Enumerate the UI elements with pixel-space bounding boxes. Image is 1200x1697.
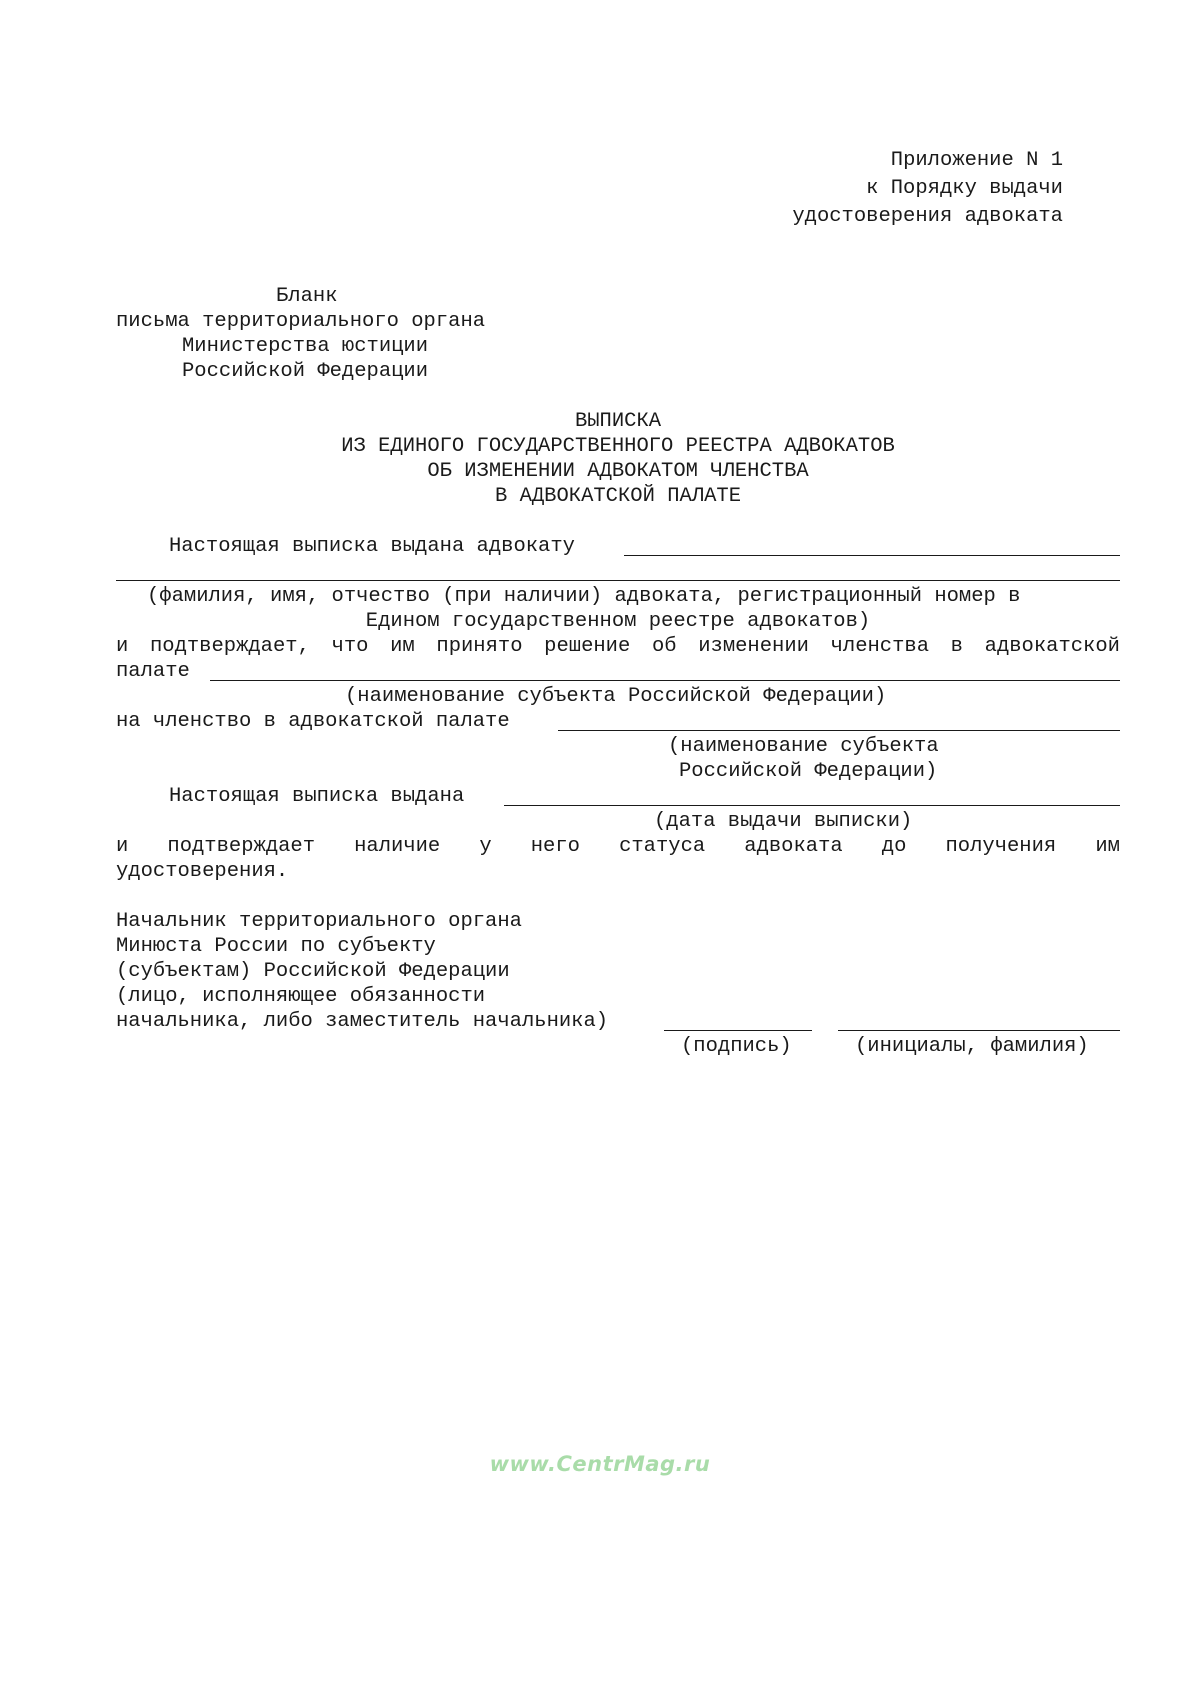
confirms-word: что: [331, 635, 369, 658]
status-word: до: [881, 835, 907, 858]
letterhead-line-3: Министерства юстиции: [182, 335, 429, 358]
title-line-3: ОБ ИЗМЕНЕНИИ АДВОКАТОМ ЧЛЕНСТВА: [427, 460, 809, 483]
signature-line-2: Минюста России по субъекту: [116, 935, 436, 958]
title-line-4: В АДВОКАТСКОЙ ПАЛАТЕ: [494, 485, 742, 508]
lawyer-hint-1: (фамилия, имя, отчество (при наличии) адвоката, регистрационный номер в: [147, 585, 1021, 608]
membership-label: на членство в адвокатской палате: [116, 710, 510, 733]
appendix-line-1: Приложение N 1: [890, 149, 1063, 172]
confirms-word: адвокатской: [984, 635, 1120, 658]
issue-date-line[interactable]: [504, 805, 1120, 806]
confirms-decision-text: [116, 634, 1120, 659]
subject-hint-2-line-1: (наименование субъекта: [668, 735, 939, 758]
status-end: удостоверения.: [116, 860, 289, 883]
signature-line-3: (субъектам) Российской Федерации: [116, 960, 510, 983]
subject-hint-2-line-2: Российской Федерации): [679, 760, 938, 783]
confirms-word: решение: [544, 635, 631, 658]
letterhead-line-4: Российской Федерации: [182, 360, 429, 383]
signature-line[interactable]: [664, 1030, 812, 1031]
issued-label: Настоящая выписка выдана: [169, 785, 465, 808]
status-word: подтверждает: [167, 835, 316, 858]
subject-hint: (наименование субъекта Российской Федерации): [345, 685, 887, 708]
lawyer-name-line[interactable]: [624, 555, 1120, 556]
letterhead-line-1: Бланк: [276, 285, 338, 308]
status-word: им: [1095, 835, 1120, 858]
chamber-label: палате: [116, 660, 190, 683]
chamber-subject-line[interactable]: [210, 680, 1120, 681]
status-word: адвоката: [744, 835, 843, 858]
status-word: наличие: [354, 835, 441, 858]
confirms-word: подтверждает,: [149, 635, 310, 658]
lawyer-details-line[interactable]: [116, 580, 1120, 581]
title-line-1: ВЫПИСКА: [574, 410, 662, 433]
status-word: получения: [945, 835, 1057, 858]
lawyer-hint-2: Едином государственном реестре адвокатов): [365, 610, 871, 633]
title-line-2: ИЗ ЕДИНОГО ГОСУДАРСТВЕННОГО РЕЕСТРА АДВОКАТОВ: [341, 435, 895, 458]
confirms-word: им: [390, 635, 415, 658]
date-hint: (дата выдачи выписки): [654, 810, 913, 833]
issued-to-label: Настоящая выписка выдана адвокату: [169, 535, 575, 558]
name-hint: (инициалы, фамилия): [855, 1035, 1089, 1058]
letterhead-line-2: письма территориального органа: [116, 310, 486, 333]
confirms-word: и: [116, 635, 129, 658]
status-confirm-text: [116, 834, 1120, 859]
membership-subject-line[interactable]: [558, 730, 1120, 731]
status-word: у: [479, 835, 492, 858]
confirms-word: в: [950, 635, 963, 658]
name-line[interactable]: [838, 1030, 1120, 1031]
confirms-word: членства: [830, 635, 930, 658]
signature-line-4: (лицо, исполняющее обязанности: [116, 985, 486, 1008]
appendix-line-2: к Порядку выдачи: [866, 177, 1063, 200]
signature-line-1: Начальник территориального органа: [116, 910, 522, 933]
sign-hint: (подпись): [681, 1035, 792, 1058]
status-word: статуса: [619, 835, 706, 858]
confirms-word: об: [651, 635, 677, 658]
status-word: и: [116, 835, 129, 858]
signature-line-5: начальника, либо заместитель начальника): [116, 1010, 609, 1033]
confirms-word: изменении: [698, 635, 809, 658]
appendix-line-3: удостоверения адвоката: [792, 205, 1063, 228]
watermark-text: www.CentrMag.ru: [489, 1452, 711, 1476]
confirms-word: принято: [436, 635, 523, 658]
status-word: него: [530, 835, 580, 858]
